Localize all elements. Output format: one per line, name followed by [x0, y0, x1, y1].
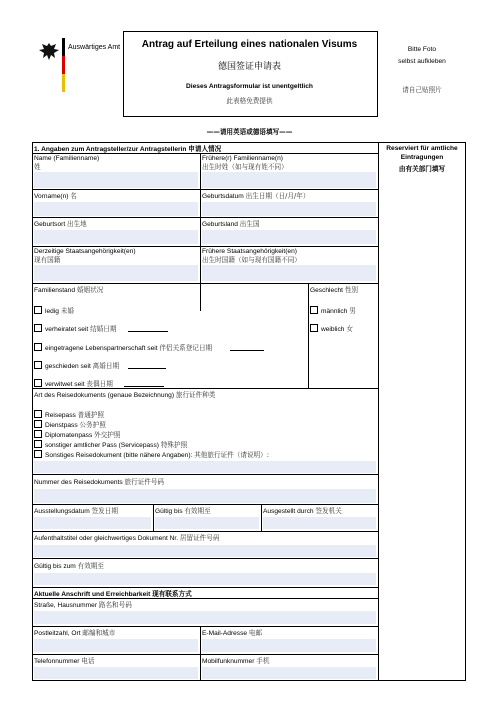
document-type-label: Art des Reisedokuments (genaue Bezeichnung) 旅行证件种类: [34, 391, 216, 399]
residence-doc-input[interactable]: [34, 545, 376, 557]
checkbox[interactable]: [34, 361, 42, 369]
email-input[interactable]: [202, 639, 376, 652]
reserved-label: Reserviert für amtliche Eintragungen: [386, 145, 458, 161]
residence-doc-label: Aufenthaltstitel oder gleichwertiges Dokument Nr. 居留证件号码: [34, 534, 220, 542]
marital-option-single[interactable]: ledig 未婚: [34, 306, 74, 316]
valid-until-input[interactable]: [155, 517, 259, 529]
former-nationality-label-zh: 出生时国籍（如与现有国籍不同）: [202, 256, 301, 264]
surname-input[interactable]: [34, 172, 198, 188]
marital-option-married[interactable]: verheiratet seit 结婚日期: [34, 324, 116, 334]
street-input[interactable]: [34, 611, 376, 624]
photo-hint-1: Bitte Foto: [407, 46, 437, 53]
checkbox[interactable]: [34, 343, 42, 351]
nationality-label: Derzeitige Staatsangehörigkeit(en): [34, 248, 136, 255]
former-surname-label: Frühere(r) Familienname(n): [202, 155, 283, 162]
issued-by-label: Ausgestellt durch 签发机关: [263, 507, 342, 515]
first-name-input[interactable]: [34, 202, 198, 216]
doc-option-official[interactable]: sonstiger amtlicher Pass (Servicepass) 特殊护照: [34, 440, 187, 450]
widowed-since-input[interactable]: [124, 379, 164, 387]
marital-status-label: Familienstand 婚姻状况: [34, 286, 104, 294]
other-document-input[interactable]: [34, 461, 376, 473]
agency-name: Auswärtiges Amt: [68, 44, 121, 51]
birth-country-input[interactable]: [202, 230, 376, 244]
checkbox[interactable]: [34, 306, 42, 314]
doc-option-other[interactable]: Sonstiges Reisedokument (bitte nähere Angaben): 其他旅行证件（请说明）:: [34, 450, 269, 460]
former-surname-label-zh: 出生时姓（如与现有姓不同）: [202, 163, 288, 171]
free-notice-de: Dieses Antragsformular ist unentgeltlich: [186, 83, 313, 90]
birth-place-input[interactable]: [34, 230, 198, 244]
form-title-de: Antrag auf Erteilung eines nationalen Visums: [141, 39, 358, 50]
zip-city-input[interactable]: [34, 639, 198, 652]
doc-option-diplomatic[interactable]: Diplomatenpass 外交护照: [34, 430, 121, 440]
residence-valid-input[interactable]: [34, 573, 376, 585]
phone-input[interactable]: [34, 667, 198, 679]
issue-date-input[interactable]: [34, 517, 151, 529]
checkbox[interactable]: [34, 324, 42, 332]
birth-date-input[interactable]: [202, 202, 376, 216]
phone-label: Telefonnummer 电话: [34, 657, 95, 665]
federal-eagle-logo: [38, 40, 60, 64]
checkbox[interactable]: [34, 410, 42, 418]
document-number-input[interactable]: [34, 489, 376, 503]
email-label: E-Mail-Adresse 电邮: [202, 629, 263, 637]
marital-option-divorced[interactable]: geschieden seit 离婚日期: [34, 361, 119, 371]
issued-by-input[interactable]: [263, 517, 376, 529]
document-number-label: Nummer des Reisedokuments 旅行证件号码: [34, 478, 165, 486]
street-label: Straße, Hausnummer 路名和号码: [34, 601, 132, 609]
sex-option-male[interactable]: männlich 男: [310, 306, 356, 316]
married-since-input[interactable]: [128, 324, 168, 332]
doc-option-passport[interactable]: Reisepass 普通护照: [34, 410, 104, 420]
form-title-zh: 德国签证申请表: [217, 62, 281, 72]
surname-label: Name (Familienname): [34, 155, 100, 162]
checkbox[interactable]: [34, 379, 42, 387]
birth-date-label: Geburtsdatum 出生日期（日/月/年）: [202, 192, 310, 200]
checkbox[interactable]: [310, 324, 318, 332]
checkbox[interactable]: [310, 306, 318, 314]
checkbox[interactable]: [34, 420, 42, 428]
reserved-label-zh: 由有关部门填写: [398, 165, 446, 173]
sex-label: Geschlecht 性别: [310, 286, 359, 294]
first-name-label: Vorname(n) 名: [34, 192, 77, 200]
surname-label-zh: 姓: [34, 163, 41, 171]
valid-until-label: Gültig bis 有效期至: [155, 507, 211, 515]
flag-stripe: [62, 38, 65, 92]
doc-option-service[interactable]: Dienstpass 公务护照: [34, 420, 106, 430]
sex-option-female[interactable]: weiblich 女: [310, 324, 353, 334]
mobile-label: Mobilfunknummer 手机: [202, 657, 270, 665]
birth-place-label: Geburtsort 出生地: [34, 220, 87, 228]
marital-option-partnership[interactable]: eingetragene Lebenspartnerschaft seit 伴侣关系登记日期: [34, 343, 212, 353]
mobile-input[interactable]: [202, 667, 376, 679]
language-instruction: ——请用英语或德语填写——: [206, 128, 293, 136]
zip-city-label: Postleitzahl, Ort 邮编和城市: [34, 629, 116, 637]
birth-country-label: Geburtsland 出生国: [202, 220, 260, 228]
former-surname-input[interactable]: [202, 172, 376, 188]
checkbox[interactable]: [34, 450, 42, 458]
checkbox[interactable]: [34, 440, 42, 448]
marital-option-widowed[interactable]: verwitwet seit 丧偶日期: [34, 379, 113, 389]
issue-date-label: Ausstellungsdatum 签发日期: [34, 507, 118, 515]
address-section-title: Aktuelle Anschrift und Erreichbarkeit 现有联系方式: [34, 590, 192, 598]
free-notice-zh: 此表格免费提供: [226, 97, 273, 105]
section1-title: 1. Angaben zum Antragsteller/zur Antragstellerin 申请人情况: [34, 145, 222, 153]
former-nationality-label: Frühere Staatsangehörigkeit(en): [202, 248, 297, 255]
divorced-since-input[interactable]: [128, 361, 166, 369]
partnership-since-input[interactable]: [230, 343, 264, 351]
nationality-label-zh: 现有国籍: [34, 256, 61, 264]
photo-hint-2: selbst aufkleben: [398, 58, 446, 65]
nationality-input[interactable]: [34, 265, 198, 281]
checkbox[interactable]: [34, 430, 42, 438]
residence-valid-label: Gültig bis zum 有效期至: [34, 562, 104, 570]
photo-hint-zh: 请自己贴照片: [402, 86, 442, 94]
former-nationality-input[interactable]: [202, 265, 376, 281]
